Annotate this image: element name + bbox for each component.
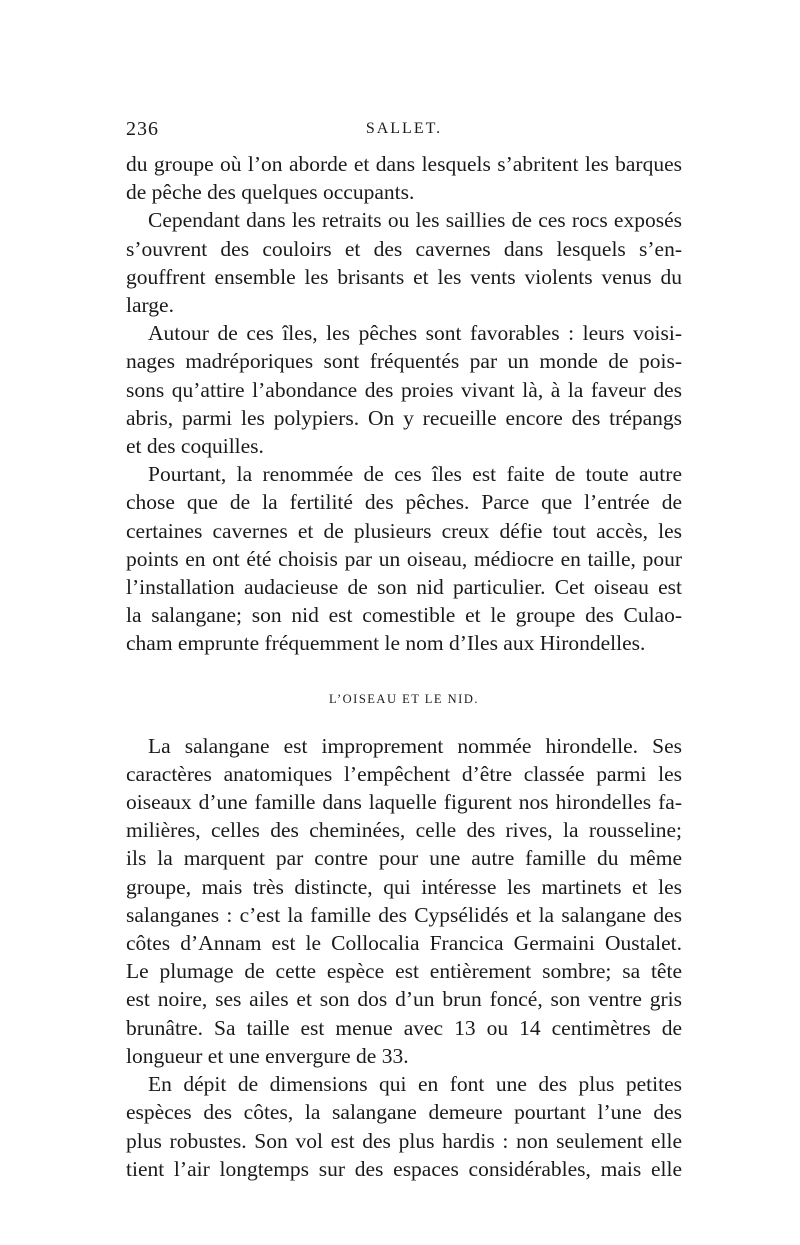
text-line: chose que de la fertilité des pêches. Parce que l’entrée de [126,490,682,515]
text-line: milières, celles des cheminées, celle des rives, la rousseline; [126,818,682,843]
text-line: nages madréporiques sont fréquentés par un monde de pois- [126,349,682,374]
page-number: 236 [126,118,159,140]
text-line: et des coquilles. [126,434,264,459]
text-line: ils la marquent par contre pour une autre famille du même [126,846,682,871]
text-line: est noire, ses ailes et son dos d’un brun foncé, son ventre gris [126,987,682,1012]
text-line: La salangane est improprement nommée hirondelle. Ses [148,733,682,758]
text-line: s’ouvrent des couloirs et des cavernes dans lesquels s’en- [126,236,682,261]
text-line: plus robustes. Son vol est des plus hardis : non seulement elle [126,1128,682,1153]
text-line: certaines cavernes et de plusieurs creux défie tout accès, les [126,518,682,543]
text-line: espèces des côtes, la salangane demeure pourtant l’une des [126,1100,682,1125]
text-line: tient l’air longtemps sur des espaces considérables, mais elle [126,1156,682,1181]
text-line: oiseaux d’une famille dans laquelle figurent nos hirondelles fa- [126,790,682,815]
text-line: du groupe où l’on aborde et dans lesquels s’abritent les barques [126,152,682,176]
text-line: En dépit de dimensions qui en font une des plus petites [148,1072,682,1097]
text-line: caractères anatomiques l’empêchent d’être classée parmi les [126,761,682,786]
text-line: de pêche des quelques occupants. [126,180,415,205]
text-line: côtes d’Annam est le Collocalia Francica Germaini Oustalet. [126,931,682,956]
text-line: gouffrent ensemble les brisants et les vents violents venus du [126,264,682,289]
paragraph [126,206,682,319]
paragraph [126,150,682,206]
text-line: Le plumage de cette espèce est entièrement sombre; sa tête [126,959,682,984]
text-line: cham emprunte fréquemment le nom d’Iles aux Hirondelles. [126,631,646,656]
running-title: SALLET. [365,120,443,137]
text-line: salanganes : c’est la famille des Cypsélidés et la salangane des [126,902,682,927]
paragraph [126,319,682,460]
text-line: abris, parmi les polypiers. On y recueille encore des trépangs [126,405,682,430]
book-page [126,118,682,1183]
paragraph [126,732,682,1070]
text-line: longueur et une envergure de 33. [126,1043,409,1068]
section-heading: L’OISEAU ET LE NID. [328,691,479,706]
text-line: Autour de ces îles, les pêches sont favorables : leurs voisi- [148,321,682,346]
text-line: l’installation audacieuse de son nid particulier. Cet oiseau est [126,575,682,600]
text-line: points en ont été choisis par un oiseau, médiocre en taille, pour [126,546,682,571]
text-line: la salangane; son nid est comestible et le groupe des Culao- [126,603,682,628]
paragraph [126,1070,682,1183]
text-line: sons qu’attire l’abondance des proies vivant là, à la faveur des [126,377,682,402]
text-line: Pourtant, la renommée de ces îles est faite de toute autre [148,462,682,487]
text-line: brunâtre. Sa taille est menue avec 13 ou 14 centimètres de [126,1015,682,1040]
text-line: groupe, mais très distincte, qui intéresse les martinets et les [126,874,682,899]
text-line: Cependant dans les retraits ou les saillies de ces rocs exposés [148,208,682,233]
running-head [126,118,682,150]
text-line: large. [126,293,174,318]
paragraph [126,460,682,657]
